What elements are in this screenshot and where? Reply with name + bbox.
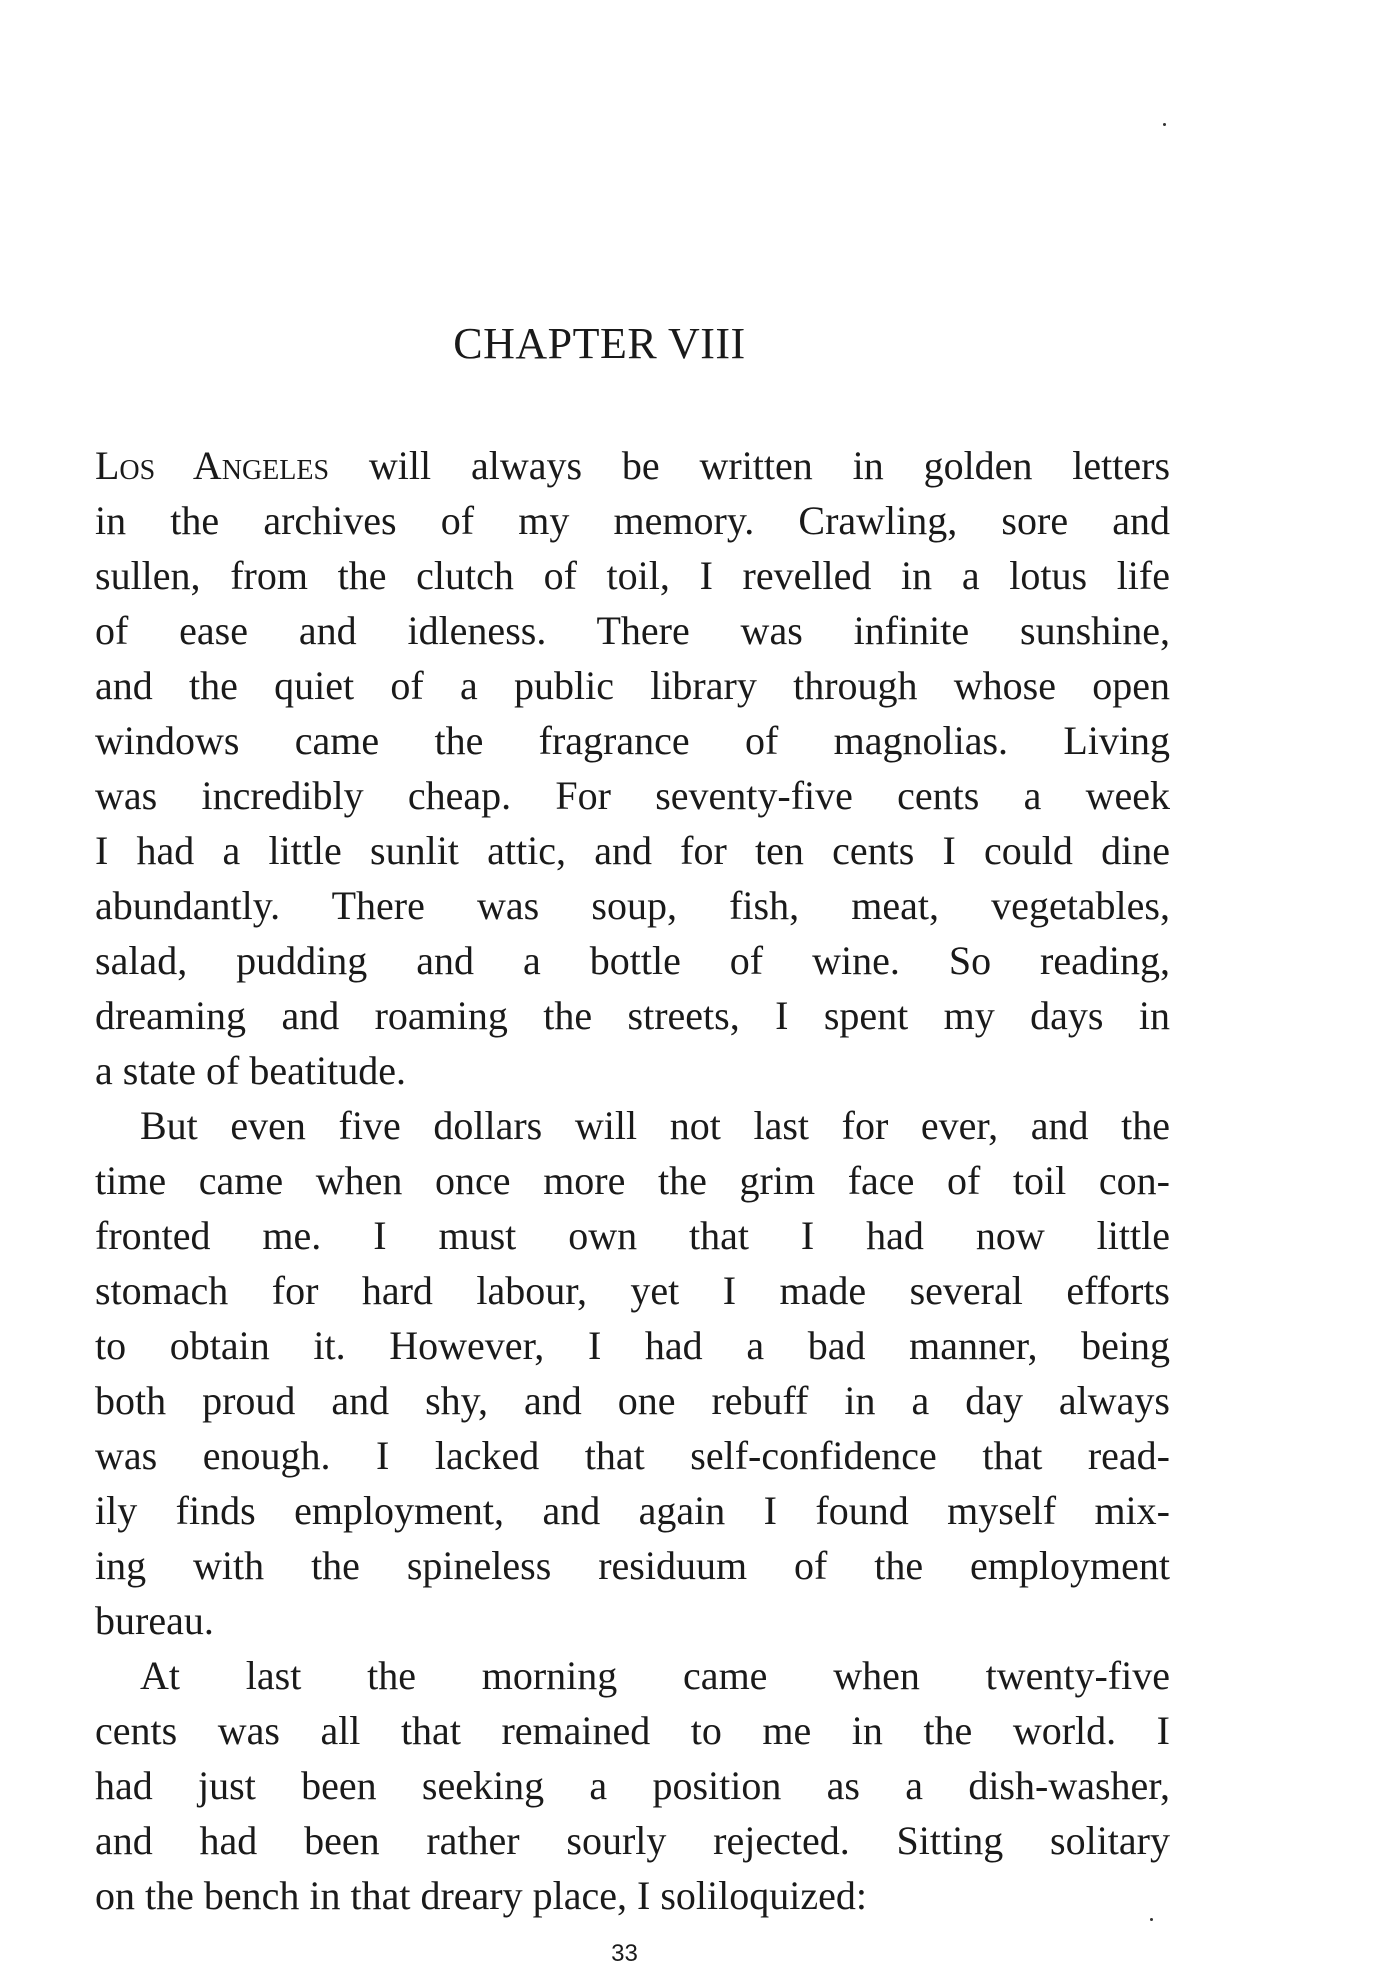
paragraph-3: [95, 1648, 1170, 1923]
text-line: cents was all that remained to me in the world. I: [95, 1708, 1170, 1753]
text-line: [95, 438, 1170, 493]
body-text: [95, 438, 1170, 1923]
text-line: At last the morning came when twenty-five: [140, 1653, 1170, 1698]
text-line: and had been rather sourly rejected. Sitting solitary: [95, 1818, 1170, 1863]
text-line: sullen, from the clutch of toil, I revelled in a lotus life: [95, 553, 1170, 598]
paragraph-2: [95, 1098, 1170, 1648]
text-line: was enough. I lacked that self-confidence that read-: [95, 1433, 1170, 1478]
text-line: on the bench in that dreary place, I soliloquized:: [95, 1873, 867, 1918]
lead-smallcaps: Los Angeles: [95, 443, 330, 488]
text-line: ily finds employment, and again I found myself mix-: [95, 1488, 1170, 1533]
text-line: in the archives of my memory. Crawling, sore and: [95, 498, 1170, 543]
text-line: was incredibly cheap. For seventy-five cents a week: [95, 773, 1170, 818]
text-line: I had a little sunlit attic, and for ten cents I could dine: [95, 828, 1170, 873]
text-line: salad, pudding and a bottle of wine. So reading,: [95, 938, 1170, 983]
paragraph-1: [95, 438, 1170, 1098]
text-line-content: will always be written in golden letters: [368, 443, 1171, 488]
text-line: and the quiet of a public library through whose open: [95, 663, 1170, 708]
text-line: stomach for hard labour, yet I made several efforts: [95, 1268, 1170, 1313]
chapter-title: CHAPTER VIII: [453, 319, 746, 368]
text-line: had just been seeking a position as a dish-washer,: [95, 1763, 1170, 1808]
text-line: to obtain it. However, I had a bad manner, being: [95, 1323, 1170, 1368]
text-line: But even five dollars will not last for ever, and the: [140, 1103, 1170, 1148]
page-number: 33: [611, 1940, 638, 1967]
text-line: time came when once more the grim face of toil con-: [95, 1158, 1170, 1203]
text-line: of ease and idleness. There was infinite sunshine,: [95, 608, 1170, 653]
text-line: abundantly. There was soup, fish, meat, vegetables,: [95, 883, 1170, 928]
text-line: bureau.: [95, 1598, 214, 1643]
text-line: fronted me. I must own that I had now little: [95, 1213, 1170, 1258]
text-line: both proud and shy, and one rebuff in a day always: [95, 1378, 1170, 1423]
text-line: ing with the spineless residuum of the employment: [95, 1543, 1170, 1588]
text-line: windows came the fragrance of magnolias. Living: [95, 718, 1170, 763]
print-speck: [1150, 1918, 1153, 1921]
text-line: dreaming and roaming the streets, I spent my days in: [95, 993, 1170, 1038]
text-line: a state of beatitude.: [95, 1048, 406, 1093]
print-speck: [1163, 123, 1166, 126]
